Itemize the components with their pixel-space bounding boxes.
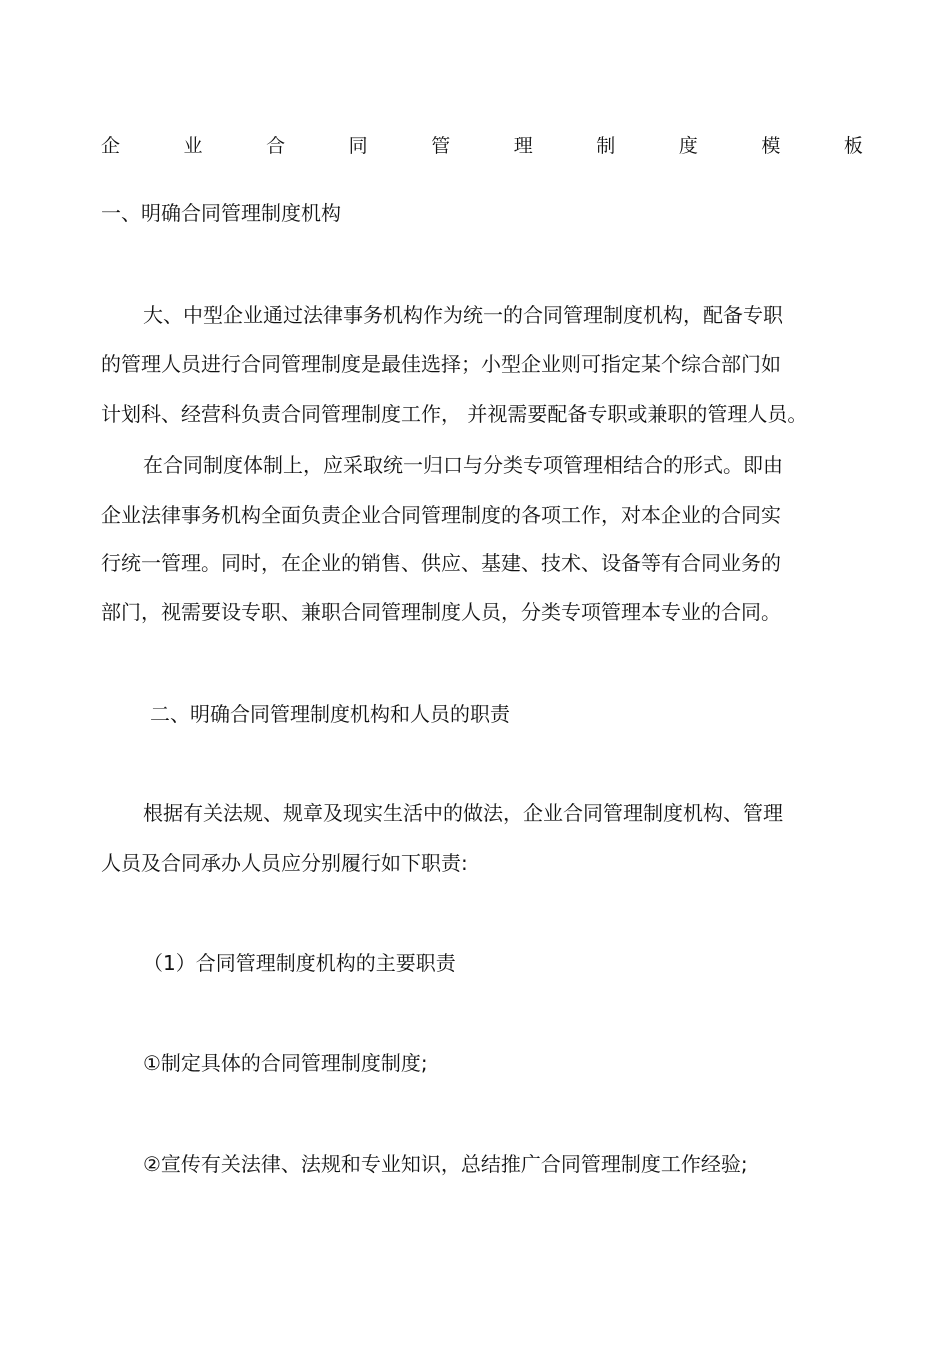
title-char: 业 — [183, 135, 203, 157]
title-char: 合 — [266, 135, 286, 157]
section-1-para-2-line: 企业法律事务机构全面负责企业合同管理制度的各项工作，对本企业的合同实 — [101, 503, 781, 527]
duty-item-1: ①制定具体的合同管理制度制度; — [143, 1051, 428, 1075]
title-char: 度 — [678, 135, 698, 157]
title-char: 理 — [513, 135, 533, 157]
duty-item-2: ②宣传有关法律、法规和专业知识，总结推广合同管理制度工作经验; — [143, 1152, 748, 1176]
section-2-para-1-line: 根据有关法规、规章及现实生活中的做法，企业合同管理制度机构、管理 — [143, 801, 783, 825]
title-char: 同 — [348, 135, 368, 157]
section-1-heading: 一、明确合同管理制度机构 — [101, 201, 341, 225]
section-1-para-2-line: 在合同制度体制上，应采取统一归口与分类专项管理相结合的形式。即由 — [143, 453, 783, 477]
section-1-para-1-line: 的管理人员进行合同管理制度是最佳选择；小型企业则可指定某个综合部门如 — [101, 352, 781, 376]
section-1-para-1-line: 大、中型企业通过法律事务机构作为统一的合同管理制度机构，配备专职 — [143, 303, 783, 327]
title-char: 制 — [596, 135, 616, 157]
section-1-para-2-line: 部门，视需要设专职、兼职合同管理制度人员，分类专项管理本专业的合同。 — [101, 600, 781, 624]
title-char: 板 — [843, 135, 863, 157]
section-1-para-1-line: 计划科、经营科负责合同管理制度工作， 并视需要配备专职或兼职的管理人员。 — [101, 402, 808, 426]
title-char: 企 — [101, 135, 121, 157]
section-2-para-1-line: 人员及合同承办人员应分别履行如下职责: — [101, 851, 468, 875]
title-char: 管 — [431, 135, 451, 157]
section-2-heading: 二、明确合同管理制度机构和人员的职责 — [150, 702, 510, 726]
document-title — [101, 134, 863, 158]
section-1-para-2-line: 行统一管理。同时，在企业的销售、供应、基建、技术、设备等有合同业务的 — [101, 551, 781, 575]
title-char: 模 — [761, 135, 781, 157]
subsection-1-heading: （1）合同管理制度机构的主要职责 — [143, 951, 456, 975]
